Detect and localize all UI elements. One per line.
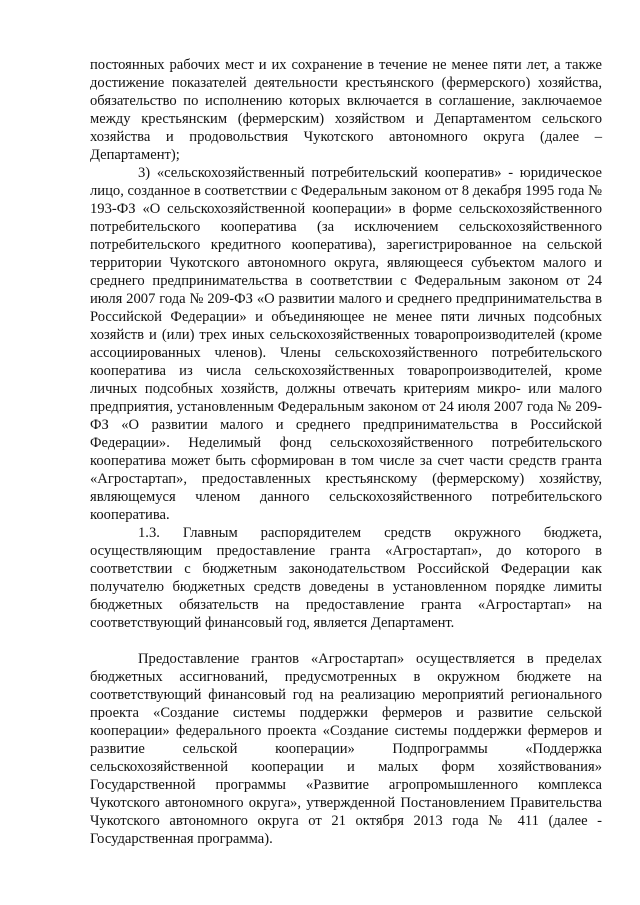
paragraph-budget-administrator: 1.3. Главным распорядителем средств окружного бюджета, осуществляющим предоставление гранта «Агростартап», до которого в соответствии с бюджетным законодательством Российской Федерации как получателю бюджетных средств доведены в установленном порядке лимиты бюджетных обязательств на предоставление гранта «Агростартап» на соответствующий финансовый год, является Департамент. [90, 525, 602, 631]
paragraph-farm-obligations: постоянных рабочих мест и их сохранение в течение не менее пяти лет, а также достижение показателей деятельности крестьянского (фермерского) хозяйства, обязательство по исполнению которых включается в соглашение, заключаемое между крестьянским (фермерским) хозяйством и Департаментом сельского хозяйства и продовольствия Чукотского автономного округа (далее – Департамент); [90, 57, 602, 163]
paragraph-cooperative-definition: 3) «сельскохозяйственный потребительский кооператив» - юридическое лицо, созданное в соответствии с Федеральным законом от 8 декабря 1995 года № 193-ФЗ «О сельскохозяйственной кооперации» в форме сельскохозяйственного потребительского кооператива (за исключением сельскохозяйственного потребительского кредитного кооператива), зарегистрированное на сельской территории Чукотского автономного округа, являющееся субъектом малого и среднего предпринимательства в соответствии с Федеральным законом от 24 июля 2007 года № 209-ФЗ «О развитии малого и среднего предпринимательства в Российской Федерации» и объединяющее не менее пяти личных подсобных хозяйств и (или) трех иных сельскохозяйственных товаропроизводителей (кроме ассоциированных членов). Члены сельскохозяйственного потребительского кооператива из числа сельскохозяйственных товаропроизводителей, кроме личных подсобных хозяйств, должны отвечать критериям микро- или малого предприятия, установленным Федеральным законом от 24 июля 2007 года № 209-ФЗ «О развитии малого и среднего предпринимательства в Российской Федерации». Неделимый фонд сельскохозяйственного потребительского кооператива может быть сформирован в том числе за счет части средств гранта «Агростартап», предоставленных крестьянскому (фермерскому) хозяйству, являющемуся членом данного сельскохозяйственного потребительского кооператива. [90, 165, 602, 523]
document-page [90, 56, 602, 848]
paragraph-grant-provision: Предоставление грантов «Агростартап» осуществляется в пределах бюджетных ассигнований, предусмотренных в окружном бюджете на соответствующий финансовый год на реализацию мероприятий регионального проекта «Создание системы поддержки фермеров и развитие сельской кооперации» федерального проекта «Создание системы поддержки фермеров и развитие сельской кооперации» Подпрограммы «Поддержка сельскохозяйственной кооперации и малых форм хозяйствования» Государственной программы «Развитие агропромышленного комплекса Чукотского автономного округа», утвержденной Постановлением Правительства Чукотского автономного округа от 21 октября 2013 года № 411 (далее - Государственная программа). [90, 651, 602, 847]
